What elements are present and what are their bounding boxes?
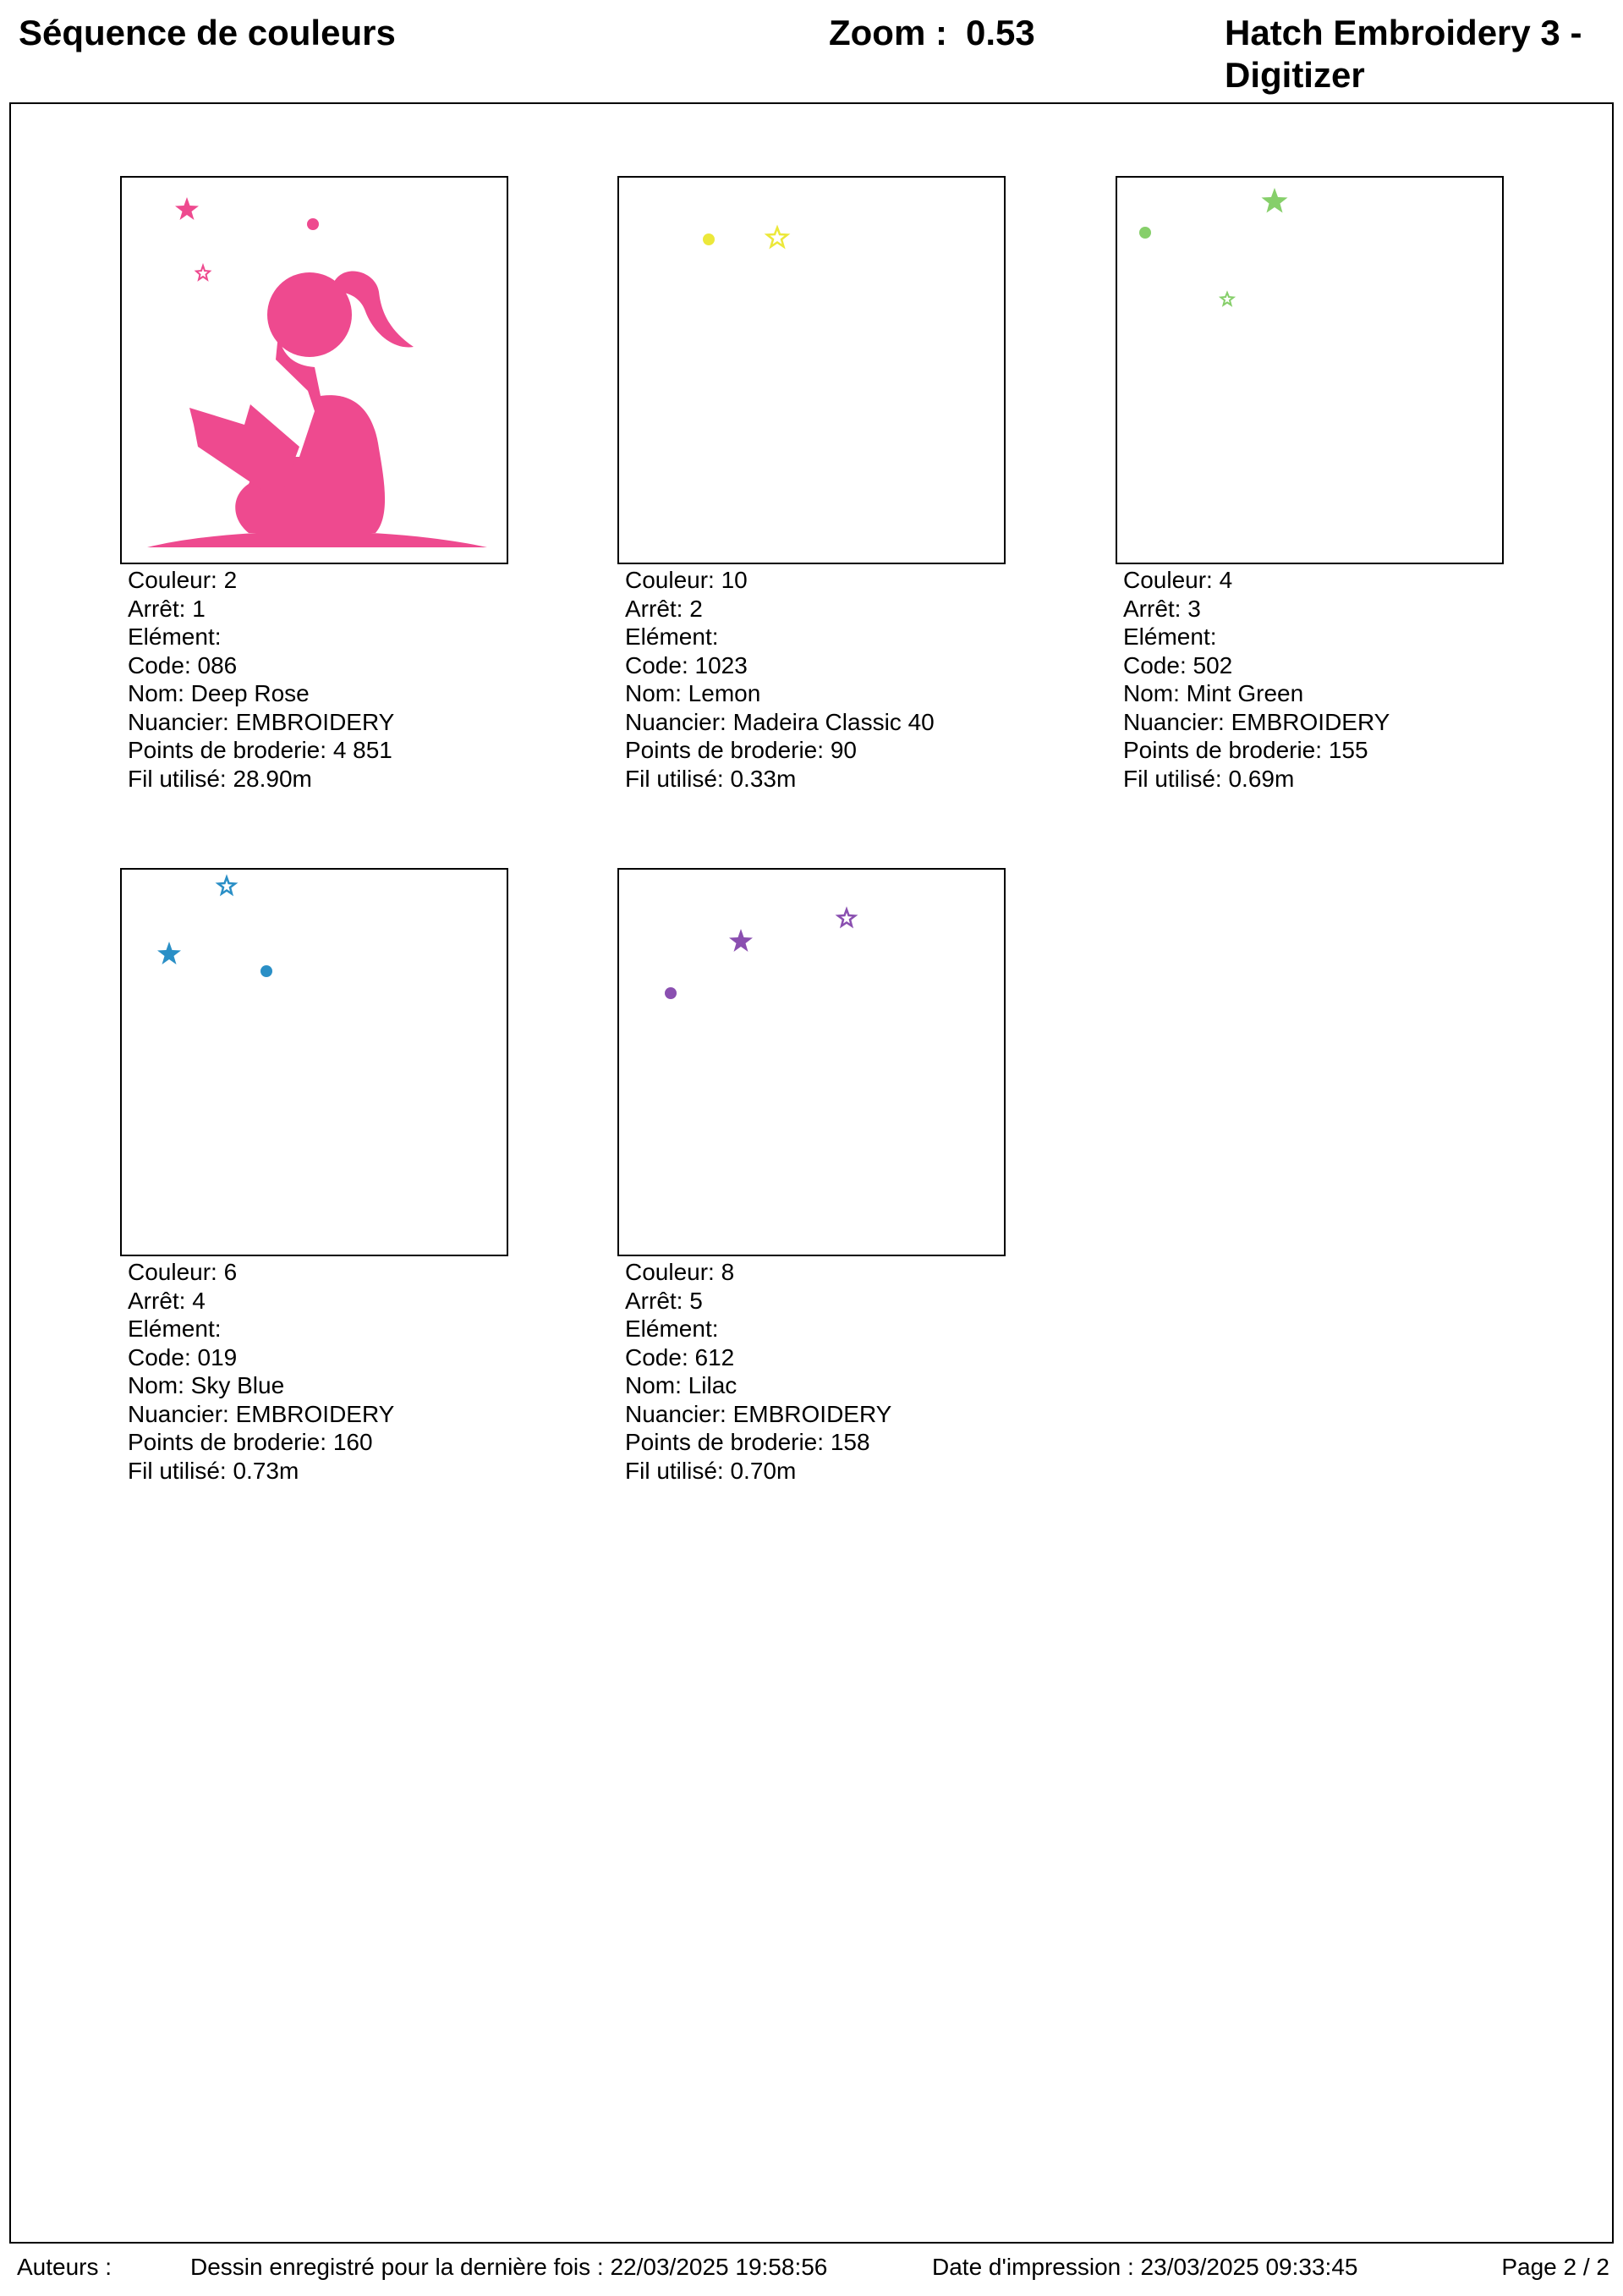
stitch-count: Points de broderie: 4 851 — [128, 737, 392, 763]
thread-code: Code: 612 — [625, 1343, 735, 1370]
color-number: Couleur: 8 — [625, 1259, 735, 1285]
page-number: Page 2 / 2 — [1501, 2254, 1609, 2280]
color-number: Couleur: 4 — [1123, 567, 1233, 593]
thread-used: Fil utilisé: 28.90m — [128, 765, 312, 792]
color-details — [1123, 566, 1390, 793]
thread-chart: Nuancier: EMBROIDERY — [128, 1400, 395, 1427]
design-preview-image — [619, 178, 1004, 563]
thread-chart: Nuancier: EMBROIDERY — [128, 708, 395, 735]
design-preview-image — [619, 870, 1004, 1255]
stop-number: Arrêt: 3 — [1123, 595, 1201, 622]
page-title: Séquence de couleurs — [19, 13, 396, 52]
stop-number: Arrêt: 4 — [128, 1287, 206, 1314]
design-preview-image — [122, 870, 507, 1255]
thread-name: Nom: Sky Blue — [128, 1372, 285, 1398]
thread-name: Nom: Lemon — [625, 680, 761, 706]
star-outline-icon — [767, 228, 787, 247]
girl-reading-silhouette — [147, 272, 487, 547]
color-number: Couleur: 6 — [128, 1259, 238, 1285]
print-date: Date d'impression : 23/03/2025 09:33:45 — [932, 2254, 1358, 2280]
thread-name: Nom: Lilac — [625, 1372, 737, 1398]
star-filled-icon — [175, 197, 199, 220]
color-details — [625, 1258, 891, 1485]
color-details — [128, 1258, 394, 1485]
element-label: Elément: — [1123, 623, 1217, 650]
dot-icon — [665, 987, 677, 999]
dot-icon — [703, 233, 715, 245]
thread-used: Fil utilisé: 0.73m — [128, 1457, 299, 1484]
authors-label: Auteurs : — [17, 2254, 112, 2280]
stop-number: Arrêt: 1 — [128, 595, 206, 622]
stitch-count: Points de broderie: 160 — [128, 1429, 373, 1455]
star-outline-icon — [196, 266, 210, 280]
thread-code: Code: 1023 — [625, 651, 748, 678]
zoom-label: Zoom : — [829, 13, 947, 52]
zoom-value: 0.53 — [965, 13, 1035, 52]
thread-name: Nom: Deep Rose — [128, 680, 310, 706]
design-thumbnail — [120, 176, 508, 564]
thread-used: Fil utilisé: 0.33m — [625, 765, 797, 792]
color-number: Couleur: 2 — [128, 567, 238, 593]
product-name: Hatch Embroidery 3 - Digitizer — [1225, 13, 1582, 95]
design-preview-image — [1117, 178, 1502, 563]
element-label: Elément: — [128, 623, 222, 650]
thread-code: Code: 019 — [128, 1343, 238, 1370]
color-details — [128, 566, 394, 793]
thread-used: Fil utilisé: 0.70m — [625, 1457, 797, 1484]
thread-chart: Nuancier: EMBROIDERY — [625, 1400, 892, 1427]
star-outline-icon — [838, 909, 855, 926]
design-thumbnail — [1116, 176, 1504, 564]
thread-used: Fil utilisé: 0.69m — [1123, 765, 1295, 792]
dot-icon — [260, 965, 272, 977]
dot-icon — [307, 218, 319, 230]
design-thumbnail — [120, 868, 508, 1256]
design-preview-image — [122, 178, 507, 563]
zoom-indicator — [829, 12, 1035, 54]
star-filled-icon — [1262, 188, 1288, 213]
element-label: Elément: — [625, 623, 719, 650]
stitch-count: Points de broderie: 158 — [625, 1429, 870, 1455]
thread-chart: Nuancier: Madeira Classic 40 — [625, 708, 935, 735]
stop-number: Arrêt: 2 — [625, 595, 703, 622]
thread-chart: Nuancier: EMBROIDERY — [1123, 708, 1390, 735]
stop-number: Arrêt: 5 — [625, 1287, 703, 1314]
stitch-count: Points de broderie: 155 — [1123, 737, 1368, 763]
star-filled-icon — [157, 942, 181, 964]
color-sequence-frame — [9, 102, 1614, 2244]
dot-icon — [1139, 227, 1151, 239]
star-outline-icon — [218, 877, 235, 894]
thread-name: Nom: Mint Green — [1123, 680, 1304, 706]
thread-code: Code: 502 — [1123, 651, 1233, 678]
color-details — [625, 566, 935, 793]
design-thumbnail — [617, 176, 1006, 564]
thread-code: Code: 086 — [128, 651, 238, 678]
star-outline-icon — [1221, 293, 1234, 305]
star-filled-icon — [729, 929, 753, 952]
color-number: Couleur: 10 — [625, 567, 748, 593]
element-label: Elément: — [128, 1316, 222, 1342]
element-label: Elément: — [625, 1316, 719, 1342]
page-footer — [0, 2250, 1623, 2284]
design-thumbnail — [617, 868, 1006, 1256]
last-saved-date: Dessin enregistré pour la dernière fois : 22/03/2025 19:58:56 — [190, 2254, 828, 2280]
stitch-count: Points de broderie: 90 — [625, 737, 857, 763]
